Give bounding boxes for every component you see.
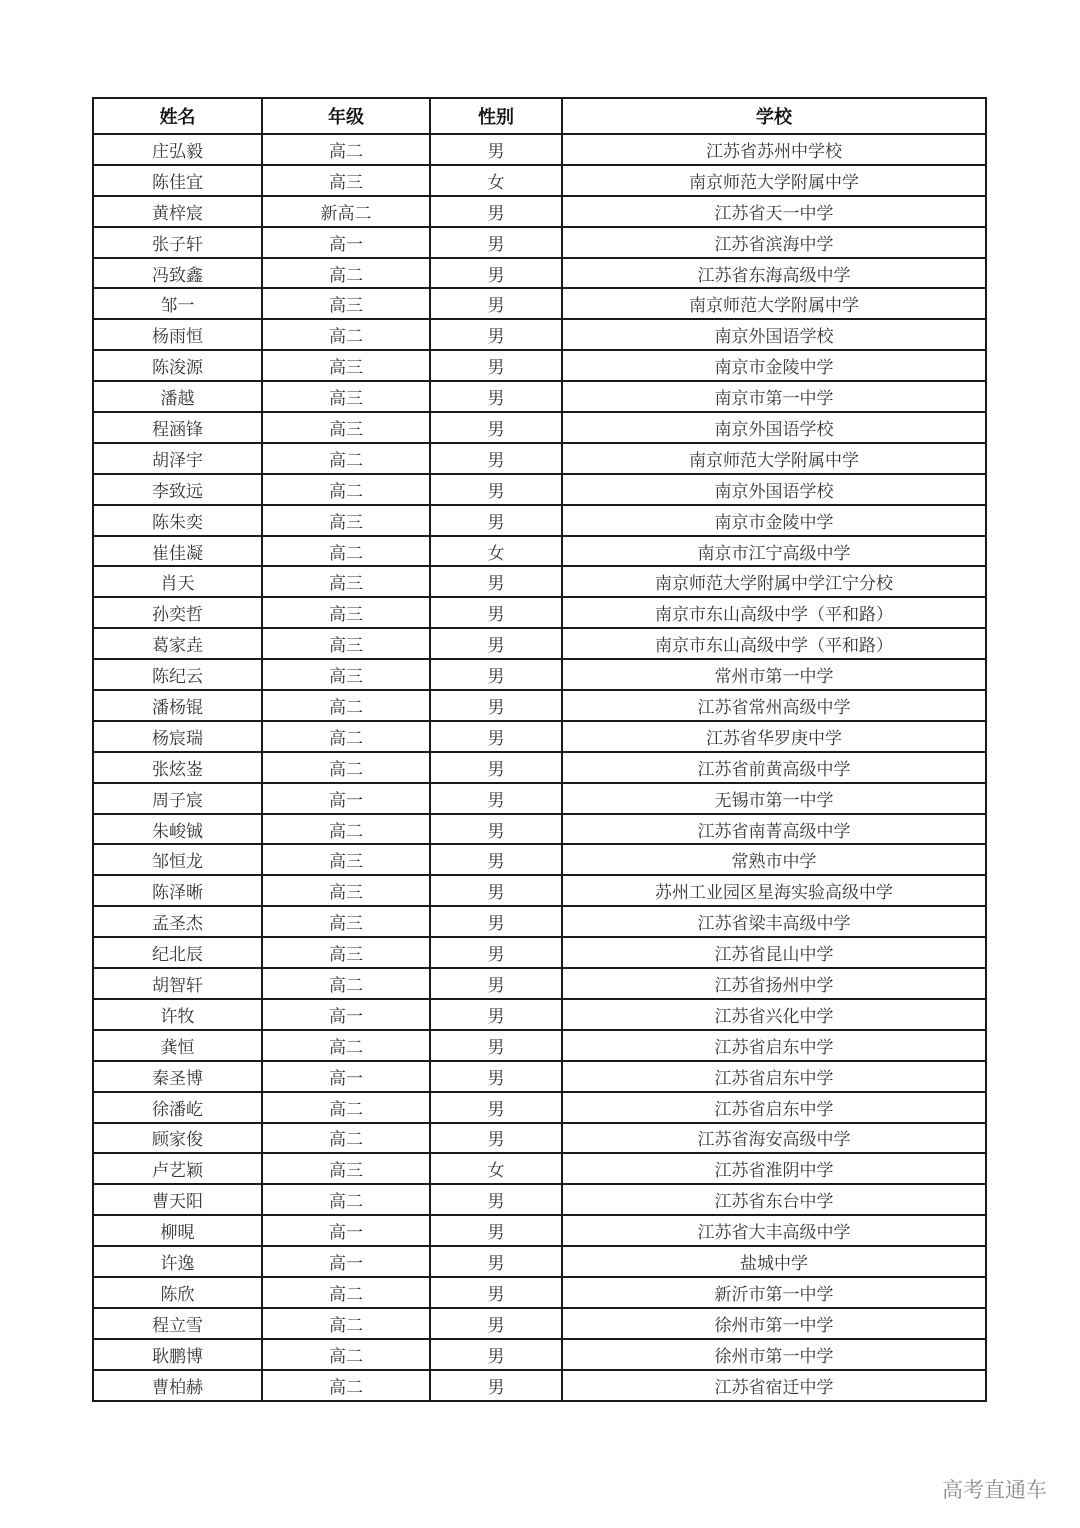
table-row [93,474,986,505]
table-row [93,659,986,690]
cell-grade: 高三 [262,659,430,690]
table-body [93,134,986,1401]
cell-grade: 高二 [262,1370,430,1401]
student-list-table [92,97,987,1402]
cell-name: 孙奕哲 [93,597,262,628]
table-row [93,1370,986,1401]
table-row [93,1339,986,1370]
cell-gender: 男 [430,875,562,906]
watermark: 高考直通车 [942,1478,1047,1502]
cell-gender: 男 [430,1308,562,1339]
cell-grade: 高二 [262,752,430,783]
cell-name: 胡智轩 [93,968,262,999]
table-row [93,1277,986,1308]
cell-grade: 高二 [262,1123,430,1154]
cell-grade: 高一 [262,1061,430,1092]
table-row [93,319,986,350]
cell-gender: 男 [430,288,562,319]
cell-gender: 男 [430,227,562,258]
cell-grade: 高二 [262,1030,430,1061]
table-row [93,381,986,412]
cell-gender: 男 [430,196,562,227]
cell-grade: 高三 [262,566,430,597]
header-name: 姓名 [93,98,262,134]
cell-name: 陈浚源 [93,350,262,381]
cell-gender: 男 [430,968,562,999]
cell-grade: 高一 [262,783,430,814]
cell-name: 柳晛 [93,1215,262,1246]
table-row [93,196,986,227]
cell-school: 江苏省苏州中学校 [562,134,986,165]
cell-school: 新沂市第一中学 [562,1277,986,1308]
cell-gender: 男 [430,597,562,628]
table-row [93,350,986,381]
cell-grade: 高二 [262,258,430,289]
cell-school: 常州市第一中学 [562,659,986,690]
cell-name: 李致远 [93,474,262,505]
cell-grade: 高二 [262,814,430,845]
cell-name: 朱峻铖 [93,814,262,845]
cell-name: 龚恒 [93,1030,262,1061]
cell-gender: 男 [430,721,562,752]
cell-gender: 女 [430,536,562,567]
header-school: 学校 [562,98,986,134]
cell-grade: 高三 [262,381,430,412]
cell-name: 庄弘毅 [93,134,262,165]
cell-school: 南京外国语学校 [562,319,986,350]
cell-name: 崔佳凝 [93,536,262,567]
cell-grade: 高二 [262,968,430,999]
cell-grade: 高二 [262,134,430,165]
cell-gender: 男 [430,844,562,875]
cell-school: 江苏省昆山中学 [562,937,986,968]
cell-school: 南京外国语学校 [562,412,986,443]
cell-name: 孟圣杰 [93,906,262,937]
table-row [93,721,986,752]
header-gender: 性别 [430,98,562,134]
cell-gender: 男 [430,1215,562,1246]
cell-school: 江苏省淮阴中学 [562,1153,986,1184]
cell-name: 许逸 [93,1246,262,1277]
cell-name: 耿鹏博 [93,1339,262,1370]
cell-school: 江苏省常州高级中学 [562,690,986,721]
cell-name: 陈纪云 [93,659,262,690]
cell-grade: 高二 [262,474,430,505]
cell-gender: 男 [430,474,562,505]
cell-gender: 男 [430,1061,562,1092]
cell-school: 江苏省前黄高级中学 [562,752,986,783]
table-header-row [93,98,986,134]
cell-school: 南京师范大学附属中学 [562,288,986,319]
table-row [93,1153,986,1184]
cell-gender: 男 [430,1339,562,1370]
cell-gender: 男 [430,134,562,165]
cell-grade: 高三 [262,937,430,968]
cell-gender: 男 [430,628,562,659]
cell-grade: 高三 [262,165,430,196]
cell-name: 陈欣 [93,1277,262,1308]
cell-gender: 男 [430,1184,562,1215]
cell-gender: 男 [430,783,562,814]
cell-school: 江苏省大丰高级中学 [562,1215,986,1246]
table-row [93,566,986,597]
table-row [93,844,986,875]
cell-school: 常熟市中学 [562,844,986,875]
cell-school: 江苏省南菁高级中学 [562,814,986,845]
cell-grade: 高三 [262,597,430,628]
cell-grade: 高一 [262,1246,430,1277]
cell-name: 胡泽宇 [93,443,262,474]
cell-school: 江苏省启东中学 [562,1061,986,1092]
cell-grade: 高三 [262,288,430,319]
cell-gender: 女 [430,165,562,196]
table-row [93,258,986,289]
cell-grade: 高二 [262,1308,430,1339]
cell-gender: 男 [430,690,562,721]
cell-name: 程立雪 [93,1308,262,1339]
cell-grade: 高一 [262,1215,430,1246]
table-row [93,937,986,968]
cell-school: 徐州市第一中学 [562,1339,986,1370]
cell-gender: 男 [430,752,562,783]
cell-gender: 男 [430,906,562,937]
cell-name: 卢艺颖 [93,1153,262,1184]
cell-school: 江苏省宿迁中学 [562,1370,986,1401]
cell-grade: 高三 [262,505,430,536]
table-row [93,968,986,999]
cell-grade: 高一 [262,999,430,1030]
cell-gender: 男 [430,412,562,443]
table-row [93,1092,986,1123]
cell-name: 徐潘屹 [93,1092,262,1123]
table-row [93,443,986,474]
cell-school: 江苏省启东中学 [562,1030,986,1061]
table-row [93,505,986,536]
cell-school: 徐州市第一中学 [562,1308,986,1339]
table-row [93,628,986,659]
table-row [93,1308,986,1339]
cell-school: 南京师范大学附属中学 [562,443,986,474]
cell-grade: 高三 [262,628,430,659]
cell-name: 陈泽晰 [93,875,262,906]
cell-gender: 男 [430,566,562,597]
cell-grade: 高三 [262,1153,430,1184]
cell-grade: 新高二 [262,196,430,227]
cell-gender: 男 [430,505,562,536]
cell-gender: 男 [430,1092,562,1123]
table-row [93,134,986,165]
cell-name: 许牧 [93,999,262,1030]
cell-grade: 高三 [262,412,430,443]
cell-name: 陈朱奕 [93,505,262,536]
cell-school: 江苏省东台中学 [562,1184,986,1215]
cell-gender: 男 [430,814,562,845]
table-row [93,227,986,258]
cell-school: 江苏省滨海中学 [562,227,986,258]
cell-name: 纪北辰 [93,937,262,968]
cell-grade: 高一 [262,227,430,258]
cell-school: 南京市金陵中学 [562,350,986,381]
cell-grade: 高二 [262,1277,430,1308]
cell-school: 江苏省扬州中学 [562,968,986,999]
table-row [93,1030,986,1061]
cell-grade: 高二 [262,1339,430,1370]
table-row [93,1215,986,1246]
table-row [93,412,986,443]
cell-name: 潘越 [93,381,262,412]
cell-grade: 高三 [262,875,430,906]
cell-gender: 男 [430,381,562,412]
cell-grade: 高三 [262,350,430,381]
cell-grade: 高二 [262,536,430,567]
cell-school: 南京市江宁高级中学 [562,536,986,567]
cell-school: 南京外国语学校 [562,474,986,505]
cell-school: 江苏省天一中学 [562,196,986,227]
cell-school: 江苏省海安高级中学 [562,1123,986,1154]
cell-school: 江苏省东海高级中学 [562,258,986,289]
cell-grade: 高二 [262,319,430,350]
cell-school: 盐城中学 [562,1246,986,1277]
header-grade: 年级 [262,98,430,134]
cell-gender: 男 [430,659,562,690]
table-row [93,1184,986,1215]
table-row [93,814,986,845]
cell-grade: 高二 [262,690,430,721]
table-row [93,1246,986,1277]
cell-school: 苏州工业园区星海实验高级中学 [562,875,986,906]
cell-school: 江苏省启东中学 [562,1092,986,1123]
table-row [93,875,986,906]
cell-name: 陈佳宜 [93,165,262,196]
cell-name: 杨雨恒 [93,319,262,350]
cell-school: 南京市东山高级中学（平和路） [562,628,986,659]
cell-grade: 高三 [262,844,430,875]
table-row [93,783,986,814]
cell-name: 程涵锋 [93,412,262,443]
table-row [93,1123,986,1154]
cell-gender: 男 [430,1370,562,1401]
cell-name: 张子轩 [93,227,262,258]
cell-gender: 男 [430,999,562,1030]
cell-gender: 男 [430,937,562,968]
cell-name: 杨宸瑞 [93,721,262,752]
cell-school: 南京市东山高级中学（平和路） [562,597,986,628]
table-row [93,165,986,196]
cell-gender: 男 [430,1123,562,1154]
table-row [93,906,986,937]
cell-school: 无锡市第一中学 [562,783,986,814]
cell-name: 邹恒龙 [93,844,262,875]
cell-gender: 男 [430,350,562,381]
cell-gender: 男 [430,443,562,474]
cell-grade: 高二 [262,721,430,752]
cell-grade: 高二 [262,1092,430,1123]
cell-name: 秦圣博 [93,1061,262,1092]
cell-school: 南京师范大学附属中学江宁分校 [562,566,986,597]
cell-school: 江苏省华罗庚中学 [562,721,986,752]
cell-school: 南京师范大学附属中学 [562,165,986,196]
cell-name: 肖天 [93,566,262,597]
cell-grade: 高二 [262,443,430,474]
cell-gender: 男 [430,319,562,350]
table-row [93,288,986,319]
cell-gender: 女 [430,1153,562,1184]
cell-name: 黄梓宸 [93,196,262,227]
cell-name: 冯致鑫 [93,258,262,289]
cell-name: 曹柏赫 [93,1370,262,1401]
cell-name: 邹一 [93,288,262,319]
cell-school: 江苏省兴化中学 [562,999,986,1030]
cell-gender: 男 [430,1030,562,1061]
table-row [93,690,986,721]
table-row [93,536,986,567]
table-row [93,999,986,1030]
cell-grade: 高三 [262,906,430,937]
cell-gender: 男 [430,1246,562,1277]
cell-grade: 高二 [262,1184,430,1215]
cell-name: 顾家俊 [93,1123,262,1154]
table-row [93,752,986,783]
cell-name: 周子宸 [93,783,262,814]
cell-name: 曹天阳 [93,1184,262,1215]
table-row [93,1061,986,1092]
cell-gender: 男 [430,258,562,289]
table-row [93,597,986,628]
cell-name: 葛家垚 [93,628,262,659]
cell-name: 潘杨锟 [93,690,262,721]
cell-school: 南京市第一中学 [562,381,986,412]
cell-name: 张炫崟 [93,752,262,783]
cell-school: 江苏省梁丰高级中学 [562,906,986,937]
cell-gender: 男 [430,1277,562,1308]
cell-school: 南京市金陵中学 [562,505,986,536]
